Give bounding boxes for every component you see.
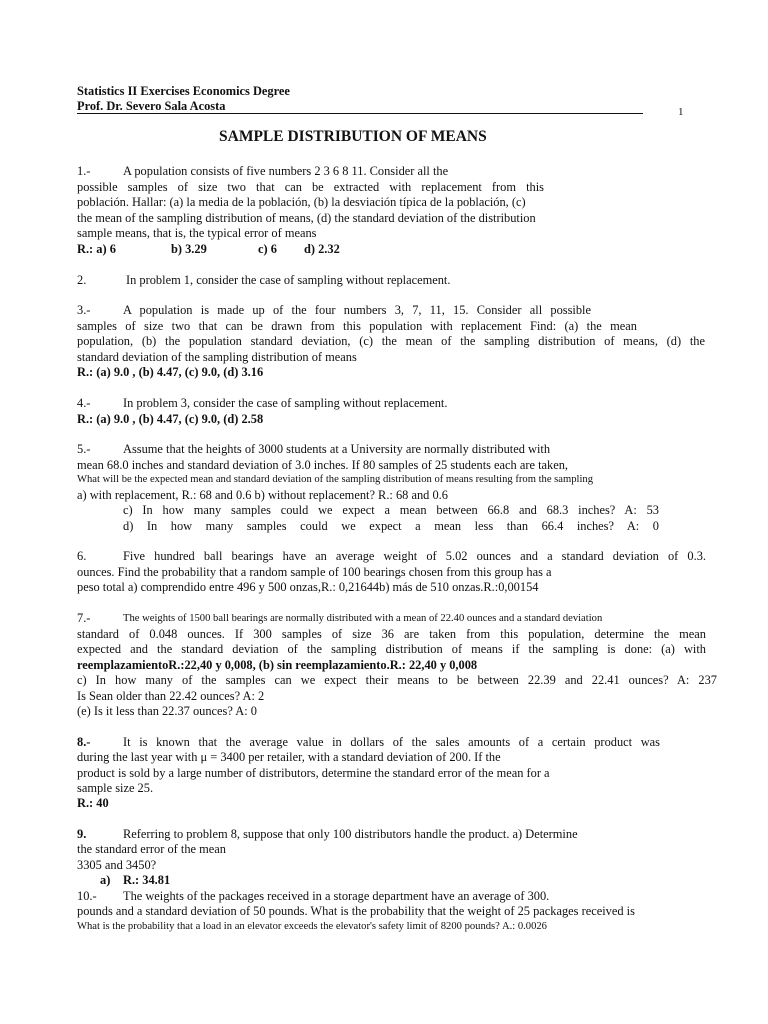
problem-9-number: 9. — [77, 827, 87, 841]
problem-9-answer: R.: 34.81 — [123, 873, 171, 887]
problem-5-part-d: d) In how many samples could we expect a mean less than 66.4 inches? A: 0 — [123, 519, 659, 533]
problem-6-line-3: peso total a) comprendido entre 496 y 500 onzas,R.: 0,21644b) más de 510 onzas.R.:0,00154 — [77, 580, 539, 594]
problem-4-answer: R.: (a) 9.0 , (b) 4.47, (c) 9.0, (d) 2.58 — [77, 412, 264, 426]
problem-5-line-2: mean 68.0 inches and standard deviation of 3.0 inches. If 80 samples of 25 students each are taken, — [77, 458, 569, 472]
problem-1-line-3: población. Hallar: (a) la media de la población, (b) la desviación típica de la población, (c) — [77, 195, 526, 209]
course-header: Statistics II Exercises Economics Degree — [77, 84, 290, 98]
problem-7-line-5: c) In how many of the samples can we expect their means to be between 22.39 and 22.41 ounces? A: 237 — [77, 673, 717, 687]
problem-3-line-4: standard deviation of the sampling distribution of means — [77, 350, 357, 364]
problem-5-line-3: What will be the expected mean and standard deviation of the sampling distribution of means resulting from the sampling — [77, 474, 594, 485]
problem-10-number: 10.- — [77, 889, 97, 903]
page-number: 1 — [678, 106, 684, 118]
problem-9-line-1: Referring to problem 8, suppose that only 100 distributors handle the product. a) Determine — [123, 827, 578, 841]
problem-6-number: 6. — [77, 549, 87, 563]
problem-9-line-3: 3305 and 3450? — [77, 858, 157, 872]
problem-5-part-c: c) In how many samples could we expect a mean between 66.8 and 68.3 inches? A: 53 — [123, 503, 659, 517]
problem-3-line-3: population, (b) the population standard deviation, (c) the mean of the sampling distribution of means, (d) the — [77, 334, 705, 348]
problem-10-line-2: pounds and a standard deviation of 50 pounds. What is the probability that the weight of 25 packages received is — [77, 904, 635, 918]
problem-3-line-1: A population is made up of the four numbers 3, 7, 11, 15. Consider all possible — [123, 303, 591, 317]
problem-6-line-2: ounces. Find the probability that a random sample of 100 bearings chosen from this group has a — [77, 565, 552, 579]
problem-8-number: 8.- — [77, 735, 91, 749]
problem-4-line-1: In problem 3, consider the case of sampling without replacement. — [123, 396, 448, 410]
professor-header: Prof. Dr. Severo Sala Acosta — [77, 99, 226, 113]
problem-1-line-5: sample means, that is, the typical error of means — [77, 226, 317, 240]
problem-3-answer: R.: (a) 9.0 , (b) 4.47, (c) 9.0, (d) 3.16 — [77, 365, 264, 379]
problem-7-line-4: reemplazamientoR.:22,40 y 0,008, (b) sin reemplazamiento.R.: 22,40 y 0,008 — [77, 658, 478, 672]
problem-7-line-1: The weights of 1500 ball bearings are normally distributed with a mean of 22.40 ounces and a standard deviation — [123, 613, 603, 624]
problem-1-line-2: possible samples of size two that can be extracted with replacement from this — [77, 180, 544, 194]
problem-2-number: 2. — [77, 273, 87, 287]
problem-7-line-2: standard of 0.048 ounces. If 300 samples of size 36 are taken from this population, determine the mean — [77, 627, 706, 641]
problem-7-number: 7.- — [77, 611, 91, 625]
problem-3-number: 3.- — [77, 303, 91, 317]
problem-9-answer-label: a) — [100, 873, 111, 887]
problem-8-line-1: It is known that the average value in dollars of the sales amounts of a certain product was — [123, 735, 660, 749]
problem-1-answer-d: d) 2.32 — [304, 242, 340, 256]
problem-7-line-7: (e) Is it less than 22.37 ounces? A: 0 — [77, 704, 257, 718]
problem-9-line-2: the standard error of the mean — [77, 842, 226, 856]
problem-1-answer-b: b) 3.29 — [171, 242, 207, 256]
page-title: SAMPLE DISTRIBUTION OF MEANS — [219, 128, 487, 145]
problem-1-line-4: the mean of the sampling distribution of means, (d) the standard deviation of the distribution — [77, 211, 536, 225]
problem-4-number: 4.- — [77, 396, 91, 410]
problem-7-line-3: expected and the standard deviation of the sampling distribution of means if the sampling is done: (a) with — [77, 642, 706, 656]
problem-1-answer-c: c) 6 — [258, 242, 277, 256]
problem-1-number: 1.- — [77, 164, 91, 178]
problem-8-line-4: sample size 25. — [77, 781, 154, 795]
header-rule — [77, 113, 643, 114]
problem-8-line-3: product is sold by a large number of distributors, determine the standard error of the mean for a — [77, 766, 550, 780]
problem-10-line-3: What is the probability that a load in an elevator exceeds the elevator's safety limit of 8200 pounds? A.: 0.0026 — [77, 921, 547, 932]
problem-6-line-1: Five hundred ball bearings have an average weight of 5.02 ounces and a standard deviation of 0.3. — [123, 549, 706, 563]
problem-8-line-2: during the last year with μ = 3400 per retailer, with a standard deviation of 200. If the — [77, 750, 501, 764]
problem-10-line-1: The weights of the packages received in a storage department have an average of 300. — [123, 889, 550, 903]
problem-7-line-6: Is Sean older than 22.42 ounces? A: 2 — [77, 689, 265, 703]
problem-1-answer-a: R.: a) 6 — [77, 242, 116, 256]
problem-2-line-1: In problem 1, consider the case of sampling without replacement. — [126, 273, 451, 287]
problem-5-line-1: Assume that the heights of 3000 students at a University are normally distributed with — [123, 442, 551, 456]
problem-5-line-4: a) with replacement, R.: 68 and 0.6 b) without replacement? R.: 68 and 0.6 — [77, 488, 448, 502]
problem-5-number: 5.- — [77, 442, 91, 456]
problem-3-line-2: samples of size two that can be drawn from this population with replacement Find: (a) the mean — [77, 319, 637, 333]
problem-8-answer: R.: 40 — [77, 796, 109, 810]
problem-1-line-1: A population consists of five numbers 2 3 6 8 11. Consider all the — [123, 164, 449, 178]
